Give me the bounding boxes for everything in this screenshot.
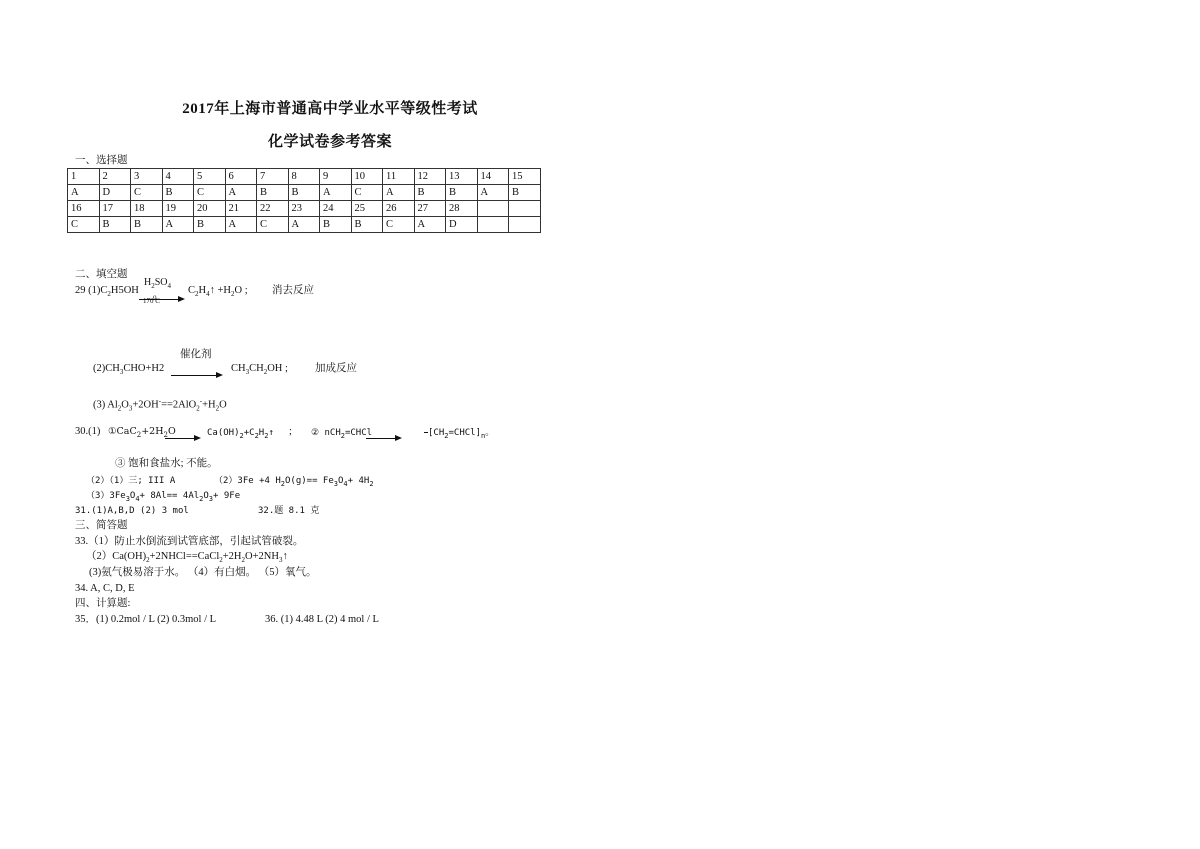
table-cell: 21	[225, 201, 257, 217]
table-cell: A	[225, 217, 257, 233]
q29-3-equation: (3) $Al_2O_3+2OH^-==2AlO_2^-+H_2O$	[93, 397, 227, 413]
table-cell: 19	[162, 201, 194, 217]
q29-1-condition-top: $H_2SO_4$	[144, 277, 172, 290]
q30-1-eq2-arrow	[366, 429, 402, 435]
section-2-heading: 二、填空题	[75, 269, 128, 280]
section-4-heading: 四、计算题:	[75, 598, 131, 609]
table-cell: C	[131, 185, 163, 201]
q30-1-eq1-left: $①CaC_2+2H_2O$	[108, 426, 176, 439]
q29-2-right: $CH_3CH_2OH$ ;	[231, 363, 288, 377]
q33-2-equation: $(2)Ca(OH)_2+2NHCl==CaCl_2+2H_2O+2NH_3↑$	[86, 551, 288, 565]
table-cell: A	[225, 185, 257, 201]
q29-1-equation: 29 $(1)C_2H5OH$	[75, 285, 139, 299]
table-cell	[477, 217, 509, 233]
table-cell: D	[446, 217, 478, 233]
degree-mark: o	[153, 293, 157, 301]
table-cell: 16	[68, 201, 100, 217]
table-cell	[477, 201, 509, 217]
table-cell: A	[68, 185, 100, 201]
table-cell: B	[509, 185, 541, 201]
table-cell: 9	[320, 169, 352, 185]
table-cell: B	[131, 217, 163, 233]
table-cell: A	[162, 217, 194, 233]
table-cell: 11	[383, 169, 415, 185]
table-cell: B	[257, 185, 289, 201]
q30-1-eq2-right: $[CH_2=CHCl]_n$。	[424, 426, 494, 443]
table-cell: 25	[351, 201, 383, 217]
table-cell	[509, 217, 541, 233]
table-row	[68, 217, 541, 233]
table-cell: A	[383, 185, 415, 201]
table-cell: B	[194, 217, 226, 233]
table-cell: C	[68, 217, 100, 233]
q33-1-answer: 33.（1）防止水倒流到试管底部，引起试管破裂。	[75, 536, 304, 547]
table-cell: 8	[288, 169, 320, 185]
table-cell: 6	[225, 169, 257, 185]
section-1-heading: 一、选择题	[75, 155, 128, 166]
table-cell: 14	[477, 169, 509, 185]
table-cell: B	[320, 217, 352, 233]
table-cell: A	[288, 217, 320, 233]
table-cell: 7	[257, 169, 289, 185]
section-3-heading: 三、简答题	[75, 520, 128, 531]
table-cell: B	[351, 217, 383, 233]
table-cell: 2	[99, 169, 131, 185]
title-line-2: 化学试卷参考答案	[267, 134, 392, 150]
q29-1-arrow	[139, 277, 185, 305]
table-cell: A	[414, 217, 446, 233]
title-line-1: 2017年上海市普通高中学业水平等级性考试	[182, 101, 478, 117]
q30-3-equation: $(3)3Fe_3O_4+ 8Al== 4Al_2O_3+ 9Fe$	[86, 491, 241, 503]
table-cell: 3	[131, 169, 163, 185]
q32-answer: 32.题 8.1 克	[258, 506, 320, 516]
q30-1-note: ③ 饱和食盐水; 不能。	[115, 458, 218, 469]
table-cell: 24	[320, 201, 352, 217]
q34-answer: 34. A, C, D, E	[75, 583, 135, 594]
table-cell: C	[383, 217, 415, 233]
q29-2-reaction-type: 加成反应	[315, 363, 357, 374]
q30-1-eq1-right: $Ca(OH)_2+C_2H_2↑$	[207, 428, 274, 440]
q33-3-answer: (3)氨气极易溶于水。 （4）有白烟。 （5）氧气。	[89, 567, 317, 578]
table-row	[68, 185, 541, 201]
table-cell: B	[162, 185, 194, 201]
q29-1-condition-bottom: 170 C	[143, 297, 160, 305]
table-cell: B	[288, 185, 320, 201]
table-cell: 4	[162, 169, 194, 185]
table-cell	[509, 201, 541, 217]
table-cell: C	[351, 185, 383, 201]
table-cell: 10	[351, 169, 383, 185]
table-cell: 26	[383, 201, 415, 217]
table-cell: 5	[194, 169, 226, 185]
q31-answer: 31.(1)A,B,D (2) 3 mol	[75, 506, 189, 516]
q30-1-eq2-left: ② nCH$_2$=CHCl	[311, 428, 373, 440]
table-cell: A	[320, 185, 352, 201]
table-cell: C	[194, 185, 226, 201]
table-row	[68, 201, 541, 217]
table-cell: 12	[414, 169, 446, 185]
answer-table	[67, 168, 541, 233]
table-cell: A	[477, 185, 509, 201]
table-cell: 27	[414, 201, 446, 217]
q29-1-products: $C_2H_4↑ +H_2O$ ;	[188, 285, 248, 299]
table-cell: 13	[446, 169, 478, 185]
table-cell: 15	[509, 169, 541, 185]
table-cell: 23	[288, 201, 320, 217]
q35-answer: 35．(1) 0.2mol / L (2) 0.3mol / L	[75, 614, 217, 625]
table-cell: B	[99, 217, 131, 233]
q36-answer: 36. (1) 4.48 L (2) 4 mol / L	[265, 614, 379, 625]
table-cell: 1	[68, 169, 100, 185]
table-cell: B	[414, 185, 446, 201]
q30-1-eq1-arrow	[165, 429, 201, 435]
q29-2-catalyst: 催化剂	[180, 349, 212, 360]
table-cell: 22	[257, 201, 289, 217]
q30-2-equation: （2）3Fe +4 $H_2O(g)== Fe_3O_4+ 4H_2$	[214, 476, 374, 488]
q30-label: 30.(1)	[75, 426, 101, 437]
table-cell: 28	[446, 201, 478, 217]
q29-1-reaction-type: 消去反应	[272, 285, 314, 296]
table-cell: B	[446, 185, 478, 201]
table-row	[68, 169, 541, 185]
q30-1-separator: ;	[289, 426, 292, 437]
table-cell: C	[257, 217, 289, 233]
table-cell: 20	[194, 201, 226, 217]
table-cell: D	[99, 185, 131, 201]
table-cell: 17	[99, 201, 131, 217]
q30-2-part1: （2）（1）三; III A	[86, 476, 176, 486]
q29-2-left: $(2)CH_3CHO+H2$	[93, 363, 165, 377]
q29-2-arrow	[171, 366, 223, 372]
table-cell: 18	[131, 201, 163, 217]
